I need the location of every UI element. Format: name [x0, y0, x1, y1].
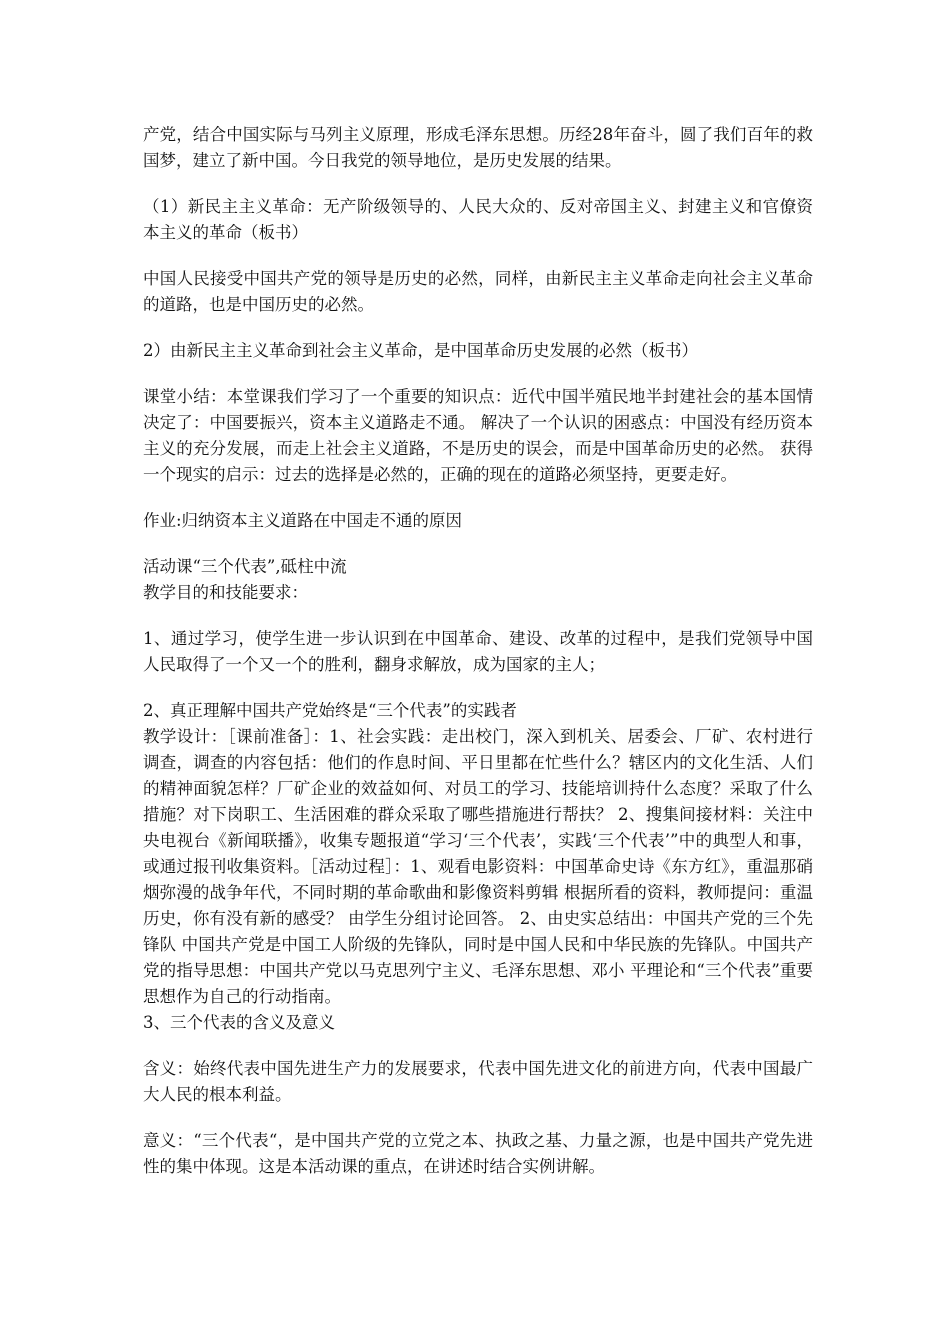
- objective-item-2: 2、真正理解中国共产党始终是“三个代表”的实践者: [143, 701, 517, 720]
- paragraph-meaning: 含义：始终代表中国先进生产力的发展要求，代表中国先进文化的前进方向，代表中国最广大人民的根本利益。: [143, 1059, 813, 1104]
- section-subtitle-objectives: 教学目的和技能要求：: [143, 583, 308, 602]
- paragraph-class-summary: 课堂小结：本堂课我们学习了一个重要的知识点：近代中国半殖民地半封建社会的基本国情决定了：中国要振兴，资本主义道路走不通。 解决了一个认识的困惑点：中国没有经历资本主义的充分发展，而走上社会主义道路，不是历史的误会，而是中国革命历史的必然。 获得一个现实的启示：过去的选择是必然的，正确的现在的道路必须坚持，更要走好。: [143, 387, 813, 484]
- paragraph-teaching-design: 教学设计：［课前准备］：1、社会实践：走出校门，深入到机关、居委会、厂矿、农村进行调查，调查的内容包括：他们的作息时间、平日里都在忙些什么？辖区内的文化生活、人们的精神面貌怎样？厂矿企业的效益如何、对员工的学习、技能培训持什么态度？采取了什么措施？对下岗职工、生活困难的群众采取了哪些措施进行帮扶？ 2、搜集间接材料：关注中央电视台《新闻联播》，收集专题报道“学习‘三个代表’，实践‘三个代表’”中的典型人和事，或通过报刊收集资料。［活动过程］：1、观看电影资料：中国革命史诗《东方红》，重温那硝烟弥漫的战争年代，不同时期的革命歌曲和影像资料剪辑 根据所看的资料，教师提问：重温历史，你有没有新的感受？ 由学生分组讨论回答。 2、由史实总结出：中国共产党的三个先锋队 中国共产党是中国工人阶级的先锋队，同时是中国人民和中华民族的先锋队。中国共产党的指导思想：中国共产党以马克思列宁主义、毛泽东思想、邓小 平理论和“三个代表”重要思想作为自己的行动指南。: [143, 727, 813, 1006]
- paragraph-gap: [143, 1036, 813, 1056]
- paragraph-gap: [143, 534, 813, 554]
- paragraph-historical-necessity: 中国人民接受中国共产党的领导是历史的必然，同样，由新民主主义革命走向社会主义革命的道路，也是中国历史的必然。: [143, 269, 813, 314]
- section-title-activity: 活动课“三个代表”,砥柱中流: [143, 557, 347, 576]
- paragraph-gap: [143, 606, 813, 626]
- document-body: [143, 122, 813, 1180]
- paragraph-socialist-revolution: 2）由新民主主义革命到社会主义革命，是中国革命历史发展的必然（板书）: [143, 341, 698, 360]
- paragraph-gap: [143, 174, 813, 194]
- paragraph-gap: [143, 318, 813, 338]
- paragraph-gap: [143, 488, 813, 508]
- objective-item-1: 1、通过学习，使学生进一步认识到在中国革命、建设、改革的过程中，是我们党领导中国人民取得了一个又一个的胜利，翻身求解放，成为国家的主人；: [143, 629, 813, 674]
- paragraph-gap: [143, 364, 813, 384]
- paragraph-gap: [143, 246, 813, 266]
- paragraph-significance: 意义：“三个代表“，是中国共产党的立党之本、执政之基、力量之源，也是中国共产党先进性的集中体现。这是本活动课的重点，在讲述时结合实例讲解。: [143, 1131, 813, 1176]
- paragraph-new-democratic-revolution: （1）新民主主义革命：无产阶级领导的、人民大众的、反对帝国主义、封建主义和官僚资本主义的革命（板书）: [143, 197, 813, 242]
- paragraph-gap: [143, 678, 813, 698]
- heading-three-represents-meaning: 3、三个代表的含义及意义: [143, 1013, 335, 1032]
- paragraph-homework: 作业:归纳资本主义道路在中国走不通的原因: [143, 511, 463, 530]
- paragraph-intro-continuation: 产党，结合中国实际与马列主义原理，形成毛泽东思想。历经28年奋斗，圆了我们百年的救国梦，建立了新中国。今日我党的领导地位，是历史发展的结果。: [143, 125, 813, 170]
- paragraph-gap: [143, 1108, 813, 1128]
